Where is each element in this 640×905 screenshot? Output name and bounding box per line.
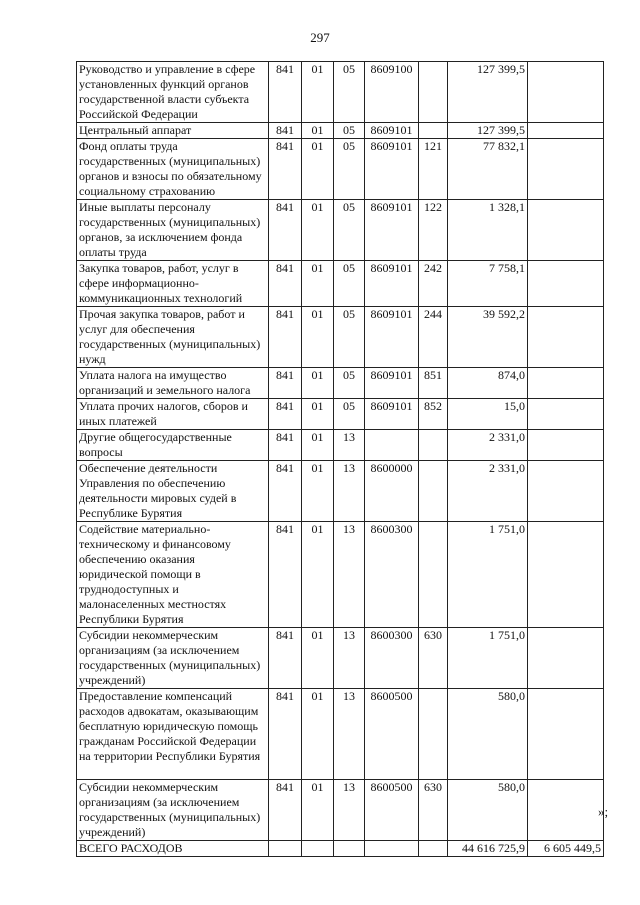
subsection-code-cell: 05 bbox=[334, 368, 365, 399]
section-code-cell: 01 bbox=[302, 399, 334, 430]
amount-secondary-cell bbox=[528, 261, 604, 307]
expense-name-cell: Предоставление компенсаций расходов адвокатам, оказывающим бесплатную юридическую помощь гражданам Российской Федерации на территории Республики Бурятия bbox=[77, 689, 269, 780]
expense-name-cell: Уплата налога на имущество организаций и земельного налога bbox=[77, 368, 269, 399]
amount-secondary-cell bbox=[528, 123, 604, 139]
target-article-cell: 8609101 bbox=[365, 399, 419, 430]
expense-name-cell: Руководство и управление в сфере установленных функций органов государственной власти субъекта Российской Федерации bbox=[77, 62, 269, 123]
ministry-code-cell: 841 bbox=[269, 368, 302, 399]
amount-cell: 127 399,5 bbox=[448, 62, 528, 123]
amount-cell: 580,0 bbox=[448, 780, 528, 841]
amount-cell: 2 331,0 bbox=[448, 430, 528, 461]
target-article-cell: 8609101 bbox=[365, 261, 419, 307]
table-row bbox=[77, 780, 604, 841]
target-article-cell: 8609101 bbox=[365, 368, 419, 399]
section-code-cell: 01 bbox=[302, 62, 334, 123]
amount-cell: 874,0 bbox=[448, 368, 528, 399]
target-article-cell: 8609101 bbox=[365, 307, 419, 368]
expense-type-cell: 242 bbox=[419, 261, 448, 307]
target-article-cell: 8600500 bbox=[365, 780, 419, 841]
expense-type-cell bbox=[419, 522, 448, 628]
section-code-cell bbox=[302, 841, 334, 857]
ministry-code-cell: 841 bbox=[269, 399, 302, 430]
ministry-code-cell: 841 bbox=[269, 689, 302, 780]
section-code-cell: 01 bbox=[302, 123, 334, 139]
amount-secondary-cell bbox=[528, 139, 604, 200]
amount-cell: 39 592,2 bbox=[448, 307, 528, 368]
section-code-cell: 01 bbox=[302, 461, 334, 522]
subsection-code-cell: 05 bbox=[334, 139, 365, 200]
target-article-cell: 8600300 bbox=[365, 522, 419, 628]
table-row bbox=[77, 628, 604, 689]
subsection-code-cell: 13 bbox=[334, 522, 365, 628]
ministry-code-cell: 841 bbox=[269, 430, 302, 461]
subsection-code-cell: 05 bbox=[334, 307, 365, 368]
target-article-cell: 8609101 bbox=[365, 123, 419, 139]
amount-cell: 15,0 bbox=[448, 399, 528, 430]
ministry-code-cell: 841 bbox=[269, 522, 302, 628]
ministry-code-cell: 841 bbox=[269, 200, 302, 261]
amount-cell: 1 328,1 bbox=[448, 200, 528, 261]
target-article-cell: 8600500 bbox=[365, 689, 419, 780]
table-row bbox=[77, 62, 604, 123]
target-article-cell bbox=[365, 430, 419, 461]
table-row bbox=[77, 430, 604, 461]
table-row bbox=[77, 139, 604, 200]
subsection-code-cell: 13 bbox=[334, 689, 365, 780]
section-code-cell: 01 bbox=[302, 780, 334, 841]
amount-secondary-cell bbox=[528, 628, 604, 689]
section-code-cell: 01 bbox=[302, 430, 334, 461]
expense-type-cell bbox=[419, 461, 448, 522]
subsection-code-cell bbox=[334, 841, 365, 857]
expense-name-cell: Закупка товаров, работ, услуг в сфере информационно-коммуникационных технологий bbox=[77, 261, 269, 307]
closing-quote-mark: »; bbox=[598, 804, 609, 819]
expense-name-cell: Обеспечение деятельности Управления по обеспечению деятельности мировых судей в Республике Бурятия bbox=[77, 461, 269, 522]
page-number: 297 bbox=[310, 30, 330, 45]
expense-name-cell: Субсидии некоммерческим организациям (за исключением государственных (муниципальных) учреждений) bbox=[77, 780, 269, 841]
section-code-cell: 01 bbox=[302, 200, 334, 261]
target-article-cell: 8609100 bbox=[365, 62, 419, 123]
table-row bbox=[77, 399, 604, 430]
ministry-code-cell: 841 bbox=[269, 628, 302, 689]
table-row bbox=[77, 368, 604, 399]
ministry-code-cell: 841 bbox=[269, 461, 302, 522]
subsection-code-cell: 05 bbox=[334, 200, 365, 261]
expense-name-cell: Центральный аппарат bbox=[77, 123, 269, 139]
expense-type-cell: 852 bbox=[419, 399, 448, 430]
table-row bbox=[77, 841, 604, 857]
section-code-cell: 01 bbox=[302, 368, 334, 399]
expense-type-cell bbox=[419, 62, 448, 123]
expense-name-cell: Субсидии некоммерческим организациям (за исключением государственных (муниципальных) учреждений) bbox=[77, 628, 269, 689]
amount-cell: 127 399,5 bbox=[448, 123, 528, 139]
target-article-cell: 8609101 bbox=[365, 200, 419, 261]
amount-cell: 2 331,0 bbox=[448, 461, 528, 522]
table-row bbox=[77, 123, 604, 139]
subsection-code-cell: 13 bbox=[334, 628, 365, 689]
amount-secondary-cell bbox=[528, 399, 604, 430]
ministry-code-cell bbox=[269, 841, 302, 857]
subsection-code-cell: 05 bbox=[334, 261, 365, 307]
ministry-code-cell: 841 bbox=[269, 139, 302, 200]
subsection-code-cell: 13 bbox=[334, 430, 365, 461]
amount-cell: 1 751,0 bbox=[448, 522, 528, 628]
target-article-cell: 8600300 bbox=[365, 628, 419, 689]
table-row bbox=[77, 261, 604, 307]
target-article-cell bbox=[365, 841, 419, 857]
table-row bbox=[77, 689, 604, 780]
subsection-code-cell: 05 bbox=[334, 62, 365, 123]
budget-table bbox=[76, 61, 604, 857]
expense-type-cell bbox=[419, 430, 448, 461]
section-code-cell: 01 bbox=[302, 307, 334, 368]
target-article-cell: 8600000 bbox=[365, 461, 419, 522]
amount-secondary-cell bbox=[528, 200, 604, 261]
ministry-code-cell: 841 bbox=[269, 261, 302, 307]
expense-type-cell: 122 bbox=[419, 200, 448, 261]
ministry-code-cell: 841 bbox=[269, 780, 302, 841]
amount-secondary-cell bbox=[528, 522, 604, 628]
ministry-code-cell: 841 bbox=[269, 123, 302, 139]
expense-type-cell bbox=[419, 123, 448, 139]
target-article-cell: 8609101 bbox=[365, 139, 419, 200]
expense-name-cell: Содействие материально-техническому и финансовому обеспечению оказания юридической помощи в труднодоступных и малонаселенных местностях Республики Бурятия bbox=[77, 522, 269, 628]
amount-secondary-cell bbox=[528, 461, 604, 522]
table-row bbox=[77, 200, 604, 261]
section-code-cell: 01 bbox=[302, 522, 334, 628]
amount-cell: 7 758,1 bbox=[448, 261, 528, 307]
ministry-code-cell: 841 bbox=[269, 62, 302, 123]
expense-type-cell: 851 bbox=[419, 368, 448, 399]
expense-name-cell: Прочая закупка товаров, работ и услуг для обеспечения государственных (муниципальных) нужд bbox=[77, 307, 269, 368]
amount-secondary-cell bbox=[528, 368, 604, 399]
expense-type-cell: 121 bbox=[419, 139, 448, 200]
subsection-code-cell: 13 bbox=[334, 780, 365, 841]
expense-name-cell: ВСЕГО РАСХОДОВ bbox=[77, 841, 269, 857]
amount-secondary-cell bbox=[528, 689, 604, 780]
table-row bbox=[77, 307, 604, 368]
amount-secondary-cell: 6 605 449,5 bbox=[528, 841, 604, 857]
amount-cell: 77 832,1 bbox=[448, 139, 528, 200]
amount-secondary-cell bbox=[528, 430, 604, 461]
section-code-cell: 01 bbox=[302, 628, 334, 689]
subsection-code-cell: 05 bbox=[334, 123, 365, 139]
expense-type-cell: 630 bbox=[419, 628, 448, 689]
subsection-code-cell: 13 bbox=[334, 461, 365, 522]
section-code-cell: 01 bbox=[302, 261, 334, 307]
expense-name-cell: Другие общегосударственные вопросы bbox=[77, 430, 269, 461]
expense-name-cell: Уплата прочих налогов, сборов и иных платежей bbox=[77, 399, 269, 430]
amount-secondary-cell bbox=[528, 307, 604, 368]
expense-type-cell bbox=[419, 689, 448, 780]
expense-name-cell: Иные выплаты персоналу государственных (муниципальных) органов, за исключением фонда оплаты труда bbox=[77, 200, 269, 261]
section-code-cell: 01 bbox=[302, 139, 334, 200]
expense-name-cell: Фонд оплаты труда государственных (муниципальных) органов и взносы по обязательному социальному страхованию bbox=[77, 139, 269, 200]
subsection-code-cell: 05 bbox=[334, 399, 365, 430]
amount-secondary-cell bbox=[528, 62, 604, 123]
amount-cell: 44 616 725,9 bbox=[448, 841, 528, 857]
table-row bbox=[77, 461, 604, 522]
expense-type-cell: 630 bbox=[419, 780, 448, 841]
budget-table-body bbox=[77, 62, 604, 857]
amount-cell: 580,0 bbox=[448, 689, 528, 780]
amount-cell: 1 751,0 bbox=[448, 628, 528, 689]
expense-type-cell bbox=[419, 841, 448, 857]
ministry-code-cell: 841 bbox=[269, 307, 302, 368]
amount-secondary-cell bbox=[528, 780, 604, 841]
section-code-cell: 01 bbox=[302, 689, 334, 780]
expense-type-cell: 244 bbox=[419, 307, 448, 368]
table-row bbox=[77, 522, 604, 628]
